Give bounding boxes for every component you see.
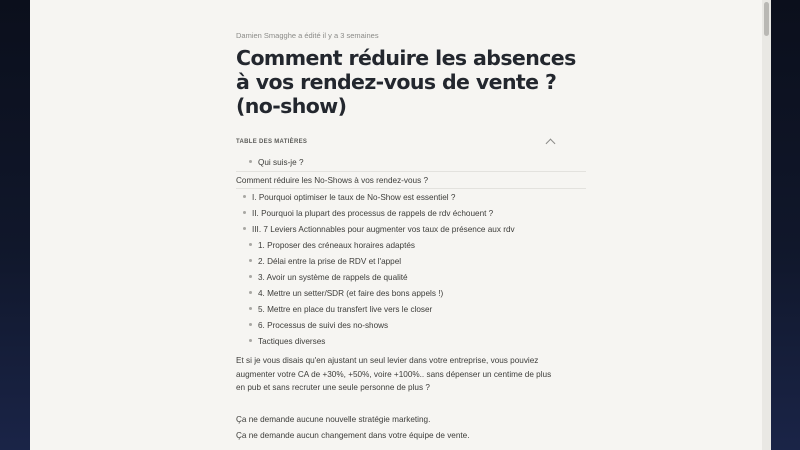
bullet-icon — [249, 259, 252, 262]
bullet-icon — [243, 211, 246, 214]
body-paragraph: Ça ne demande aucune nouvelle stratégie marketing. — [236, 415, 431, 424]
toc-divider — [236, 188, 586, 189]
body-paragraph: Ça ne demande aucun changement dans votre équipe de vente. — [236, 431, 470, 440]
toc-item-lever-1[interactable]: 1. Proposer des créneaux horaires adaptés — [249, 241, 415, 251]
toc-item-lever-6[interactable]: 6. Processus de suivi des no-shows — [249, 321, 388, 331]
chevron-up-icon[interactable] — [546, 139, 556, 149]
bullet-icon — [243, 227, 246, 230]
bullet-icon — [249, 160, 252, 163]
toc-header[interactable] — [236, 139, 556, 151]
toc-item-qui-suis-je[interactable]: Qui suis-je ? — [249, 158, 304, 168]
bullet-icon — [249, 291, 252, 294]
toc-title: TABLE DES MATIÈRES — [236, 139, 308, 145]
bullet-icon — [249, 323, 252, 326]
toc-item-part-2[interactable]: II. Pourquoi la plupart des processus de rappels de rdv échouent ? — [243, 209, 493, 219]
edit-meta: Damien Smagghe a édité il y a 3 semaines — [236, 31, 379, 40]
toc-item-part-1[interactable]: I. Pourquoi optimiser le taux de No-Show est essentiel ? — [243, 193, 455, 203]
bullet-icon — [249, 275, 252, 278]
bullet-icon — [243, 195, 246, 198]
article-page — [30, 0, 771, 450]
scrollbar-thumb[interactable] — [764, 2, 769, 36]
toc-item-tactiques[interactable]: Tactiques diverses — [249, 337, 325, 347]
body-paragraph: Et si je vous disais qu'en ajustant un seul levier dans votre entreprise, vous pouviez augmenter votre CA de +30%, +50%, voire +100%.. sans dépenser un centime de plus en pub et sans recruter une seule personne de plus ? — [236, 356, 552, 392]
bullet-icon — [249, 243, 252, 246]
toc-divider — [236, 171, 586, 172]
toc-item-lever-5[interactable]: 5. Mettre en place du transfert live vers le closer — [249, 305, 432, 315]
toc-item-lever-4[interactable]: 4. Mettre un setter/SDR (et faire des bons appels !) — [249, 289, 443, 299]
bullet-icon — [249, 307, 252, 310]
toc-item-lever-2[interactable]: 2. Délai entre la prise de RDV et l'appel — [249, 257, 401, 267]
scrollbar[interactable] — [762, 0, 771, 450]
page-title: Comment réduire les absences à vos rendez-vous de vente ? (no-show) — [236, 46, 576, 118]
bullet-icon — [249, 339, 252, 342]
toc-item-lever-3[interactable]: 3. Avoir un système de rappels de qualité — [249, 273, 408, 283]
toc-item-part-3[interactable]: III. 7 Leviers Actionnables pour augmenter vos taux de présence aux rdv — [243, 225, 515, 235]
toc-item-section[interactable]: Comment réduire les No-Shows à vos rendez-vous ? — [236, 176, 429, 185]
